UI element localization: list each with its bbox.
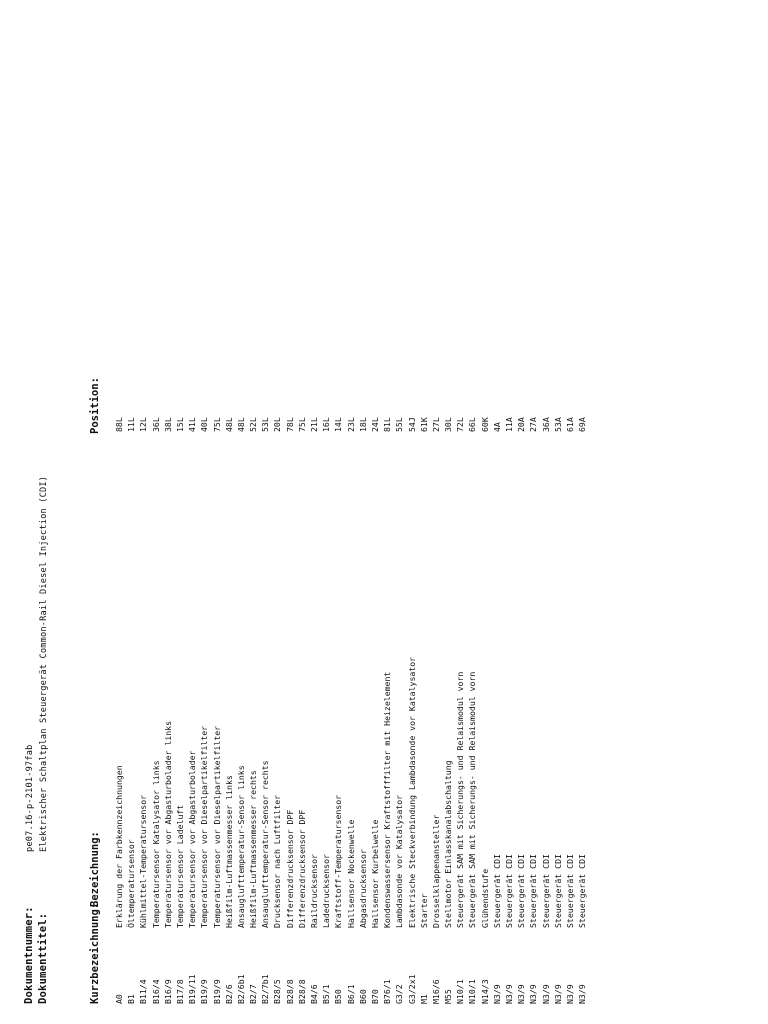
component-code: N3/9 xyxy=(540,984,551,1004)
component-code: B17/8 xyxy=(174,979,185,1004)
document-title-label: Dokumenttitel: xyxy=(37,912,49,1004)
component-code: B2/6 xyxy=(223,984,234,1004)
component-position: 27L xyxy=(430,417,441,432)
component-position: 11L xyxy=(126,417,137,432)
component-code: B16/9 xyxy=(162,979,173,1004)
component-position: 69A xyxy=(577,417,588,432)
table-row xyxy=(259,4,271,1004)
component-description: Kühlmittel-Temperatursensor xyxy=(138,794,149,928)
component-description: Steuergerät SAM mit Sicherungs- und Relaismodul vorn xyxy=(467,671,478,928)
table-row xyxy=(454,4,466,1004)
component-code: M16/6 xyxy=(430,979,441,1004)
table-row xyxy=(564,4,576,1004)
table-row xyxy=(186,4,198,1004)
component-position: 55L xyxy=(394,417,405,432)
table-row xyxy=(211,4,223,1004)
component-position: 72L xyxy=(455,417,466,432)
component-position: 30L xyxy=(443,417,454,432)
table-row xyxy=(442,4,454,1004)
component-position: 52L xyxy=(248,417,259,432)
component-description: Heißfilm-Luftmassenmesser links xyxy=(223,775,234,928)
component-description: Drucksensor nach Luftfilter xyxy=(272,794,283,928)
component-code: N3/9 xyxy=(564,984,575,1004)
component-position: 15L xyxy=(174,417,185,432)
component-code: M1 xyxy=(418,994,429,1004)
table-row xyxy=(247,4,259,1004)
table-row xyxy=(503,4,515,1004)
component-description: Steuergerät CDI xyxy=(552,854,563,928)
table-row xyxy=(393,4,405,1004)
component-description: Drosselklappenansteller xyxy=(430,814,441,928)
document-title-value: Elektrischer Schaltplan Steuergerät Common-Rail Diesel Injection (CDI) xyxy=(39,475,49,852)
component-description: Steuergerät SAM mit Sicherungs- und Relaismodul vorn xyxy=(455,671,466,928)
component-position: 61A xyxy=(564,417,575,432)
component-code: B19/9 xyxy=(199,979,210,1004)
component-code: N3/9 xyxy=(528,984,539,1004)
component-position: 18L xyxy=(357,417,368,432)
component-position: 20A xyxy=(516,417,527,432)
component-code: B76/1 xyxy=(382,979,393,1004)
component-position: 23L xyxy=(345,417,356,432)
table-row xyxy=(150,4,162,1004)
component-position: 54J xyxy=(406,417,417,432)
component-position: 41L xyxy=(187,417,198,432)
component-code: B28/5 xyxy=(272,979,283,1004)
component-position: 53L xyxy=(260,417,271,432)
component-code: B4/6 xyxy=(309,984,319,1004)
component-position: 36A xyxy=(540,417,551,432)
component-description: Temperatursensor vor Dieselpartikelfilter xyxy=(211,725,222,928)
column-header-description: Bezeichnung: xyxy=(89,831,101,907)
component-code: N3/9 xyxy=(552,984,563,1004)
component-description: Öltemperatursensor xyxy=(126,839,137,928)
column-header-code: Kurzbezeichnung: xyxy=(89,902,101,1004)
component-position: 48L xyxy=(235,417,246,432)
component-description: Temperatursensor vor Dieselpartikelfilter xyxy=(199,725,210,928)
component-position: 75L xyxy=(296,417,307,432)
component-code: B28/8 xyxy=(284,979,295,1004)
component-description: Kondenswassersensor Kraftstofffilter mit Heizelement xyxy=(382,671,393,928)
component-position: 53A xyxy=(552,417,563,432)
table-row xyxy=(174,4,186,1004)
table-row xyxy=(576,4,588,1004)
document-number-row xyxy=(22,745,37,1004)
component-code: B50 xyxy=(333,989,344,1004)
component-description: Differenzdrucksensor DPF xyxy=(296,809,307,928)
component-description: Ladedrucksensor xyxy=(321,854,332,928)
component-code: N3/9 xyxy=(504,984,514,1004)
table-row xyxy=(125,4,137,1004)
component-code: B60 xyxy=(357,989,368,1004)
component-position: 14L xyxy=(333,417,344,432)
table-row xyxy=(406,4,418,1004)
component-description: Heißfilm-Luftmassenmesser rechts xyxy=(248,770,259,928)
component-description: Raildrucksensor xyxy=(309,854,319,928)
table-row xyxy=(296,4,308,1004)
component-code: N3/9 xyxy=(491,984,502,1004)
table-row xyxy=(418,4,430,1004)
component-position: 60K xyxy=(479,417,490,432)
component-description: Abgasdrucksensor xyxy=(357,849,368,928)
component-position: 4A xyxy=(491,422,502,432)
component-position: 75L xyxy=(211,417,222,432)
component-position: 40L xyxy=(199,417,210,432)
component-position: 61K xyxy=(418,417,429,432)
component-position: 81L xyxy=(382,417,393,432)
component-position: 48L xyxy=(223,417,234,432)
component-code: B16/4 xyxy=(150,979,161,1004)
component-description: Steuergerät CDI xyxy=(504,854,514,928)
component-description: Steuergerät CDI xyxy=(564,854,575,928)
table-row xyxy=(284,4,296,1004)
table-row xyxy=(198,4,210,1004)
component-description: Starter xyxy=(418,893,429,928)
table-row xyxy=(357,4,369,1004)
table-row xyxy=(540,4,552,1004)
table-row xyxy=(332,4,344,1004)
component-description: Temperatursensor vor Abgasturbolader links xyxy=(162,720,173,928)
component-code: N10/1 xyxy=(467,979,478,1004)
component-code: M55 xyxy=(443,989,454,1004)
component-code: N14/3 xyxy=(479,979,490,1004)
component-description: Kraftstoff-Temperatursensor xyxy=(333,794,344,928)
component-position: 66L xyxy=(467,417,478,432)
column-header-position: Position: xyxy=(89,377,101,434)
component-description: Erklärung der Farbkennzeichnungen xyxy=(114,765,124,928)
table-row xyxy=(515,4,527,1004)
component-position: 27A xyxy=(528,417,539,432)
component-description: Elektrische Steckverbindung Lambdasonde vor Katalysator xyxy=(406,656,417,928)
component-position: 21L xyxy=(309,417,319,432)
component-code: B19/11 xyxy=(187,974,198,1004)
component-code: B2/7 xyxy=(248,984,259,1004)
table-row xyxy=(527,4,539,1004)
component-description: Stellmotor Einlasskanalabschaltung xyxy=(443,760,454,928)
component-position: 38L xyxy=(162,417,173,432)
component-code: G3/2 xyxy=(394,984,405,1004)
component-table xyxy=(113,4,588,1004)
component-description: Glühendstufe xyxy=(479,868,490,928)
component-position: 78L xyxy=(284,417,295,432)
component-code: B6/1 xyxy=(345,984,356,1004)
table-row xyxy=(235,4,247,1004)
component-description: Steuergerät CDI xyxy=(528,854,539,928)
component-position: 24L xyxy=(369,417,380,432)
component-position: 36L xyxy=(150,417,161,432)
table-row xyxy=(223,4,235,1004)
component-code: B11/4 xyxy=(138,979,149,1004)
component-position: 88L xyxy=(114,417,124,432)
component-code: N3/9 xyxy=(577,984,588,1004)
component-description: Steuergerät CDI xyxy=(577,854,588,928)
component-code: A0 xyxy=(114,994,124,1004)
component-description: Steuergerät CDI xyxy=(540,854,551,928)
component-code: G3/2x1 xyxy=(406,974,417,1004)
component-position: 16L xyxy=(321,417,332,432)
component-description: Temperatursensor Katalysator links xyxy=(150,760,161,928)
component-position: 11A xyxy=(504,417,514,432)
component-code: N3/9 xyxy=(516,984,527,1004)
table-row xyxy=(162,4,174,1004)
component-description: Lambdasonde vor Katalysator xyxy=(394,794,405,928)
table-row xyxy=(552,4,564,1004)
component-description: Hallsensor Nockenwelle xyxy=(345,819,356,928)
table-row xyxy=(369,4,381,1004)
component-description: Hallsensor Kurbelwelle xyxy=(369,819,380,928)
table-row xyxy=(430,4,442,1004)
component-description: Ansauglufttemperatur-Sensor links xyxy=(235,765,246,928)
component-description: Steuergerät CDI xyxy=(516,854,527,928)
component-description: Differenzdrucksensor DPF xyxy=(284,809,295,928)
component-code: B2/7b1 xyxy=(260,974,271,1004)
document-title-row xyxy=(36,476,51,1004)
table-row xyxy=(113,4,125,1004)
table-row xyxy=(345,4,357,1004)
table-row xyxy=(137,4,149,1004)
document-number-value: pe07.16-p-2101-97fab xyxy=(25,744,35,852)
table-row xyxy=(479,4,491,1004)
component-code: B70 xyxy=(369,989,380,1004)
component-position: 12L xyxy=(138,417,149,432)
component-description: Steuergerät CDI xyxy=(491,854,502,928)
component-code: B2/6b1 xyxy=(235,974,246,1004)
table-row xyxy=(491,4,503,1004)
table-row xyxy=(320,4,332,1004)
table-row xyxy=(308,4,320,1004)
component-description: Temperatursensor Ladeluft xyxy=(174,804,185,928)
component-code: N10/1 xyxy=(455,979,466,1004)
component-code: B5/1 xyxy=(321,984,332,1004)
table-row xyxy=(466,4,478,1004)
component-code: B28/8 xyxy=(296,979,307,1004)
document-number-label: Dokumentnummer: xyxy=(23,906,35,1004)
table-row xyxy=(381,4,393,1004)
component-description: Ansauglufttemperatur-Sensor rechts xyxy=(260,760,271,928)
component-description: Temperatursensor vor Abgasturbolader xyxy=(187,750,198,928)
table-header xyxy=(88,4,102,1004)
component-code: B1 xyxy=(126,994,137,1004)
table-row xyxy=(271,4,283,1004)
component-position: 20L xyxy=(272,417,283,432)
component-code: B19/9 xyxy=(211,979,222,1004)
